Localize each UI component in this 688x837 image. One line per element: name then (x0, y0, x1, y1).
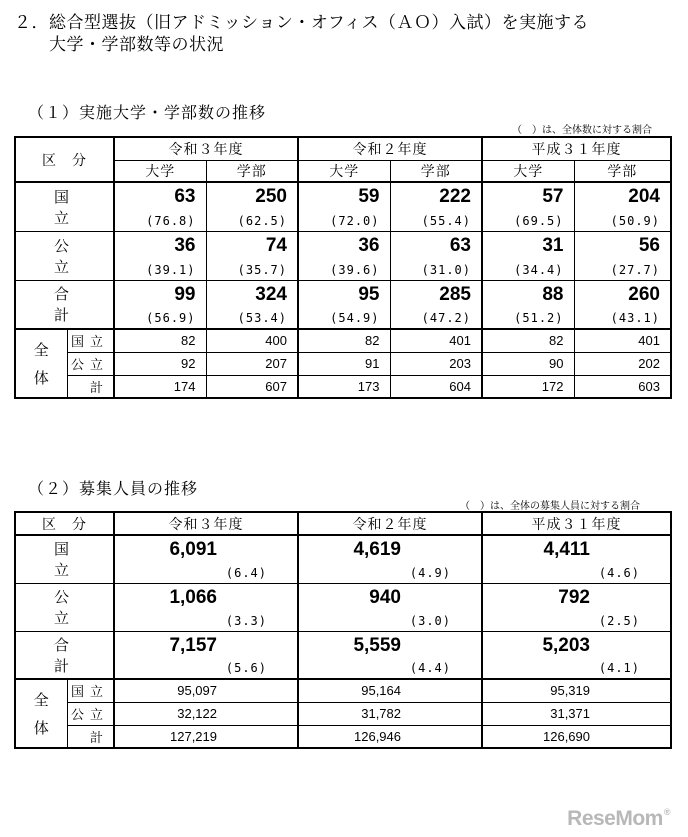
registered-mark: ® (663, 807, 670, 817)
percent: (35.7) (237, 262, 287, 277)
table-row (15, 725, 671, 748)
percent: (3.0) (409, 613, 451, 628)
value: 603 (574, 375, 671, 398)
kubun-header: 区 分 (15, 512, 114, 535)
section-title: ２．総合型選抜（旧アドミッション・オフィス（ＡＯ）入試）を実施する 大学・学部数等の状況 (14, 13, 589, 55)
sub-header: 大学 (482, 160, 574, 182)
value: 36 (358, 234, 380, 256)
value: 204 (628, 186, 660, 207)
row-label: 合 計 (15, 280, 114, 329)
percent: (6.4) (225, 565, 267, 580)
value: 90 (482, 352, 574, 375)
row-label: 公 立 (15, 231, 114, 280)
percent: (56.9) (146, 311, 196, 325)
year-header: 平成３１年度 (482, 512, 671, 535)
value: 82 (298, 329, 390, 352)
table-row (15, 182, 671, 231)
table1-subtitle: （１）実施大学・学部数の推移 (28, 103, 267, 122)
row-label: 合 計 (15, 631, 114, 679)
value: 91 (298, 352, 390, 375)
value: 95 (358, 283, 380, 305)
value: 172 (482, 375, 574, 398)
percent: (5.6) (225, 661, 267, 675)
value: 401 (390, 329, 482, 352)
value: 5,559 (353, 634, 401, 656)
percent: (27.7) (610, 262, 660, 277)
year-header: 令和３年度 (114, 512, 298, 535)
table-row (15, 280, 671, 329)
value: 92 (114, 352, 206, 375)
value: 222 (439, 186, 471, 207)
percent: (4.4) (409, 661, 451, 675)
value: 127,219 (114, 725, 298, 748)
value: 57 (542, 186, 564, 207)
value: 1,066 (169, 586, 217, 608)
row-label: 国立 (67, 679, 114, 702)
row-label: 公立 (67, 702, 114, 725)
row-label: 公立 (67, 352, 114, 375)
zentai-label: 全 体 (15, 329, 67, 398)
percent: (4.9) (409, 565, 451, 580)
percent: (3.3) (225, 613, 267, 628)
row-label: 国 立 (15, 182, 114, 231)
value: 940 (369, 586, 401, 608)
value: 5,203 (542, 634, 590, 656)
zentai-label: 全 体 (15, 679, 67, 748)
value: 36 (174, 234, 196, 256)
percent: (62.5) (237, 213, 287, 228)
value: 31,371 (482, 702, 671, 725)
table-row (15, 679, 671, 702)
value: 4,619 (353, 539, 401, 560)
value: 74 (265, 234, 287, 256)
sub-header: 大学 (114, 160, 206, 182)
percent: (72.0) (330, 213, 380, 228)
value: 324 (255, 283, 287, 305)
value: 260 (628, 283, 660, 305)
value: 250 (255, 186, 287, 207)
value: 82 (482, 329, 574, 352)
percent: (39.6) (330, 262, 380, 277)
value: 95,319 (482, 679, 671, 702)
percent: (31.0) (421, 262, 471, 277)
percent: (47.2) (421, 311, 471, 325)
table-row (15, 231, 671, 280)
value: 6,091 (169, 539, 217, 560)
table-row (15, 352, 671, 375)
value: 126,946 (298, 725, 482, 748)
percent: (39.1) (146, 262, 196, 277)
percent: (4.6) (598, 565, 640, 580)
value: 99 (174, 283, 196, 305)
value: 173 (298, 375, 390, 398)
value: 202 (574, 352, 671, 375)
value: 174 (114, 375, 206, 398)
percent: (50.9) (610, 213, 660, 228)
percent: (51.2) (514, 311, 564, 325)
year-header: 平成３１年度 (482, 137, 671, 160)
year-header: 令和３年度 (114, 137, 298, 160)
value: 95,097 (114, 679, 298, 702)
value: 207 (206, 352, 298, 375)
table-row (15, 631, 671, 679)
table-row (15, 329, 671, 352)
table-row (15, 535, 671, 583)
value: 400 (206, 329, 298, 352)
value: 285 (439, 283, 471, 305)
table1 (14, 136, 672, 399)
percent: (54.9) (330, 311, 380, 325)
row-label: 国立 (67, 329, 114, 352)
year-header: 令和２年度 (298, 512, 482, 535)
value: 32,122 (114, 702, 298, 725)
percent: (34.4) (514, 262, 564, 277)
sub-header: 学部 (574, 160, 671, 182)
resemom-watermark (567, 807, 670, 831)
sub-header: 学部 (206, 160, 298, 182)
percent: (4.1) (598, 661, 640, 675)
table1-note: （ ）は、全体数に対する割合 (512, 125, 652, 136)
kubun-header: 区 分 (15, 137, 114, 182)
table-row (15, 583, 671, 631)
sub-header: 学部 (390, 160, 482, 182)
row-label: 計 (67, 725, 114, 748)
row-label: 計 (67, 375, 114, 398)
percent: (76.8) (146, 213, 196, 228)
value: 203 (390, 352, 482, 375)
value: 88 (542, 283, 564, 305)
value: 792 (558, 586, 590, 608)
row-label: 公 立 (15, 583, 114, 631)
row-label: 国 立 (15, 535, 114, 583)
value: 401 (574, 329, 671, 352)
year-header: 令和２年度 (298, 137, 482, 160)
percent: (53.4) (237, 311, 287, 325)
value: 4,411 (543, 539, 590, 560)
value: 607 (206, 375, 298, 398)
value: 126,690 (482, 725, 671, 748)
value: 95,164 (298, 679, 482, 702)
table2-note: （ ）は、全体の募集人員に対する割合 (460, 501, 640, 512)
percent: (43.1) (610, 311, 660, 325)
percent: (2.5) (598, 613, 640, 628)
table-row (15, 702, 671, 725)
value: 82 (114, 329, 206, 352)
percent: (69.5) (514, 213, 564, 228)
value: 56 (638, 234, 660, 256)
table2 (14, 511, 672, 749)
percent: (55.4) (421, 213, 471, 228)
value: 31,782 (298, 702, 482, 725)
value: 63 (449, 234, 471, 256)
value: 63 (174, 186, 196, 207)
value: 31 (542, 234, 564, 256)
sub-header: 大学 (298, 160, 390, 182)
watermark-text: ReseMom (567, 807, 663, 830)
value: 604 (390, 375, 482, 398)
value: 59 (358, 186, 380, 207)
table2-subtitle: （２）募集人員の推移 (28, 479, 199, 498)
table-row (15, 375, 671, 398)
value: 7,157 (169, 634, 217, 656)
